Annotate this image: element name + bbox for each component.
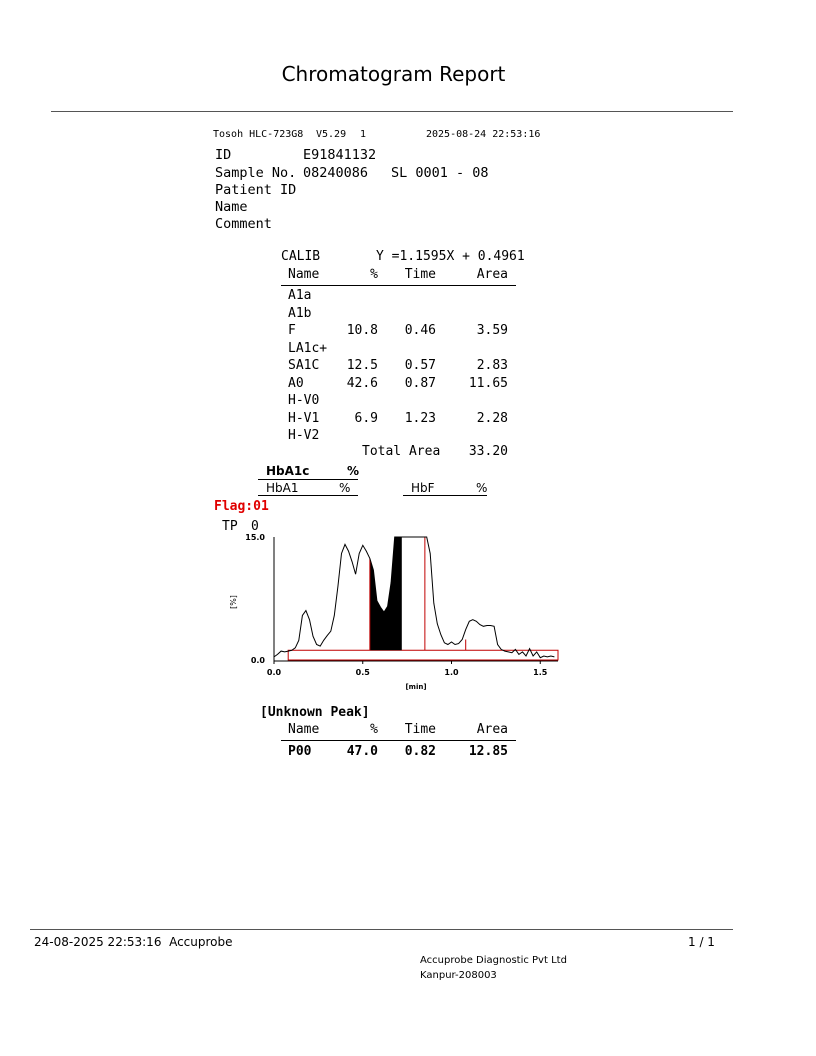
unknown-peak-title: [Unknown Peak] bbox=[260, 705, 370, 720]
footer-address: Kanpur-208003 bbox=[420, 970, 497, 981]
unknown-row-name: P00 bbox=[288, 744, 312, 759]
calib-row-name: A1a bbox=[288, 288, 312, 303]
tp-label: TP bbox=[222, 519, 238, 534]
x-tick-label: 0.0 bbox=[266, 668, 282, 677]
hba1-rule bbox=[258, 495, 358, 496]
y-tick-label-1: 15.0 bbox=[245, 533, 265, 542]
calib-row-time: 1.23 bbox=[404, 410, 436, 426]
sample-label: Sample No. bbox=[215, 165, 297, 181]
y-tick-label-0: 0.0 bbox=[250, 656, 265, 665]
sample-value: 08240086 bbox=[303, 165, 369, 181]
calib-row-name: F bbox=[288, 323, 296, 338]
hba1c-unit: % bbox=[347, 464, 360, 478]
unknown-col-area: Area bbox=[476, 722, 508, 737]
calib-row-name: SA1C bbox=[288, 358, 320, 373]
calib-row-time: 0.46 bbox=[404, 323, 436, 338]
calib-row-area: 2.28 bbox=[476, 410, 508, 426]
calib-row-time: 0.57 bbox=[404, 358, 436, 373]
patient-id-label: Patient ID bbox=[215, 182, 297, 198]
calib-row-pct: 6.9 bbox=[354, 410, 378, 426]
instrument-index: 1 bbox=[360, 129, 367, 140]
tp-value: 0 bbox=[251, 519, 259, 534]
footer-page-number: 1 / 1 bbox=[688, 935, 715, 949]
calib-equation: Y =1.1595X + 0.4961 bbox=[376, 249, 525, 264]
id-value: E91841132 bbox=[303, 147, 377, 163]
hbf-label: HbF bbox=[411, 481, 435, 495]
calib-row-pct: 42.6 bbox=[346, 375, 378, 391]
x-axis-label: [min] bbox=[405, 683, 427, 691]
unknown-col-pct: % bbox=[370, 722, 378, 737]
footer-divider bbox=[30, 929, 733, 930]
unknown-row-area: 12.85 bbox=[468, 744, 508, 759]
unknown-header-rule bbox=[281, 740, 516, 741]
calib-col-time: Time bbox=[404, 267, 436, 282]
unknown-row-time: 0.82 bbox=[404, 744, 436, 759]
calib-row-name: LA1c+ bbox=[288, 340, 328, 356]
page-title: Chromatogram Report bbox=[281, 62, 506, 86]
calib-row-name: H-V1 bbox=[288, 410, 320, 426]
id-label: ID bbox=[215, 147, 232, 163]
total-area-label: Total Area bbox=[362, 444, 441, 459]
calib-row-time: 0.87 bbox=[404, 375, 436, 391]
unknown-col-time: Time bbox=[404, 722, 436, 737]
calib-col-name: Name bbox=[288, 267, 320, 282]
total-area-value: 33.20 bbox=[468, 444, 508, 459]
hba1c-label: HbA1c bbox=[266, 464, 310, 478]
x-tick-label: 1.5 bbox=[533, 668, 548, 677]
unknown-row-pct: 47.0 bbox=[346, 744, 378, 759]
x-tick-label: 0.5 bbox=[355, 668, 370, 677]
calib-row-area: 11.65 bbox=[468, 375, 508, 391]
calib-row-pct: 12.5 bbox=[346, 358, 378, 373]
chromatogram-chart bbox=[220, 528, 570, 698]
calib-label: CALIB bbox=[281, 249, 321, 264]
calib-row-pct: 10.8 bbox=[346, 323, 378, 338]
calib-row-area: 3.59 bbox=[476, 323, 508, 338]
calib-row-name: H-V0 bbox=[288, 393, 320, 408]
calib-col-pct: % bbox=[370, 267, 378, 282]
footer-company: Accuprobe Diagnostic Pvt Ltd bbox=[420, 955, 567, 966]
hba1c-rule bbox=[258, 479, 358, 480]
hba1-label: HbA1 bbox=[266, 481, 299, 495]
title-divider bbox=[51, 111, 733, 112]
calib-row-area: 2.83 bbox=[476, 358, 508, 373]
hbf-rule bbox=[403, 495, 487, 496]
name-label: Name bbox=[215, 199, 248, 215]
unknown-col-name: Name bbox=[288, 722, 320, 737]
footer-datetime-lab: 24-08-2025 22:53:16 Accuprobe bbox=[34, 935, 233, 949]
flag-label: Flag:01 bbox=[214, 499, 269, 514]
comment-label: Comment bbox=[215, 216, 272, 232]
x-tick-label: 1.0 bbox=[444, 668, 459, 677]
instrument-datetime: 2025-08-24 22:53:16 bbox=[426, 129, 541, 140]
calib-row-name: A0 bbox=[288, 375, 304, 391]
calib-header-rule bbox=[281, 285, 516, 286]
calib-row-name: A1b bbox=[288, 305, 312, 321]
calib-row-name: H-V2 bbox=[288, 428, 320, 443]
hbf-unit: % bbox=[476, 481, 488, 495]
chromatogram-trace bbox=[274, 537, 554, 658]
slot-value: SL 0001 - 08 bbox=[391, 165, 489, 181]
y-axis-label: [%] bbox=[229, 595, 238, 609]
shaded-peak-sa1c bbox=[370, 537, 402, 650]
instrument-version: V5.29 bbox=[316, 129, 347, 140]
instrument-model: Tosoh HLC-723G8 bbox=[213, 129, 304, 140]
calib-col-area: Area bbox=[476, 267, 508, 282]
hba1-unit: % bbox=[339, 481, 351, 495]
